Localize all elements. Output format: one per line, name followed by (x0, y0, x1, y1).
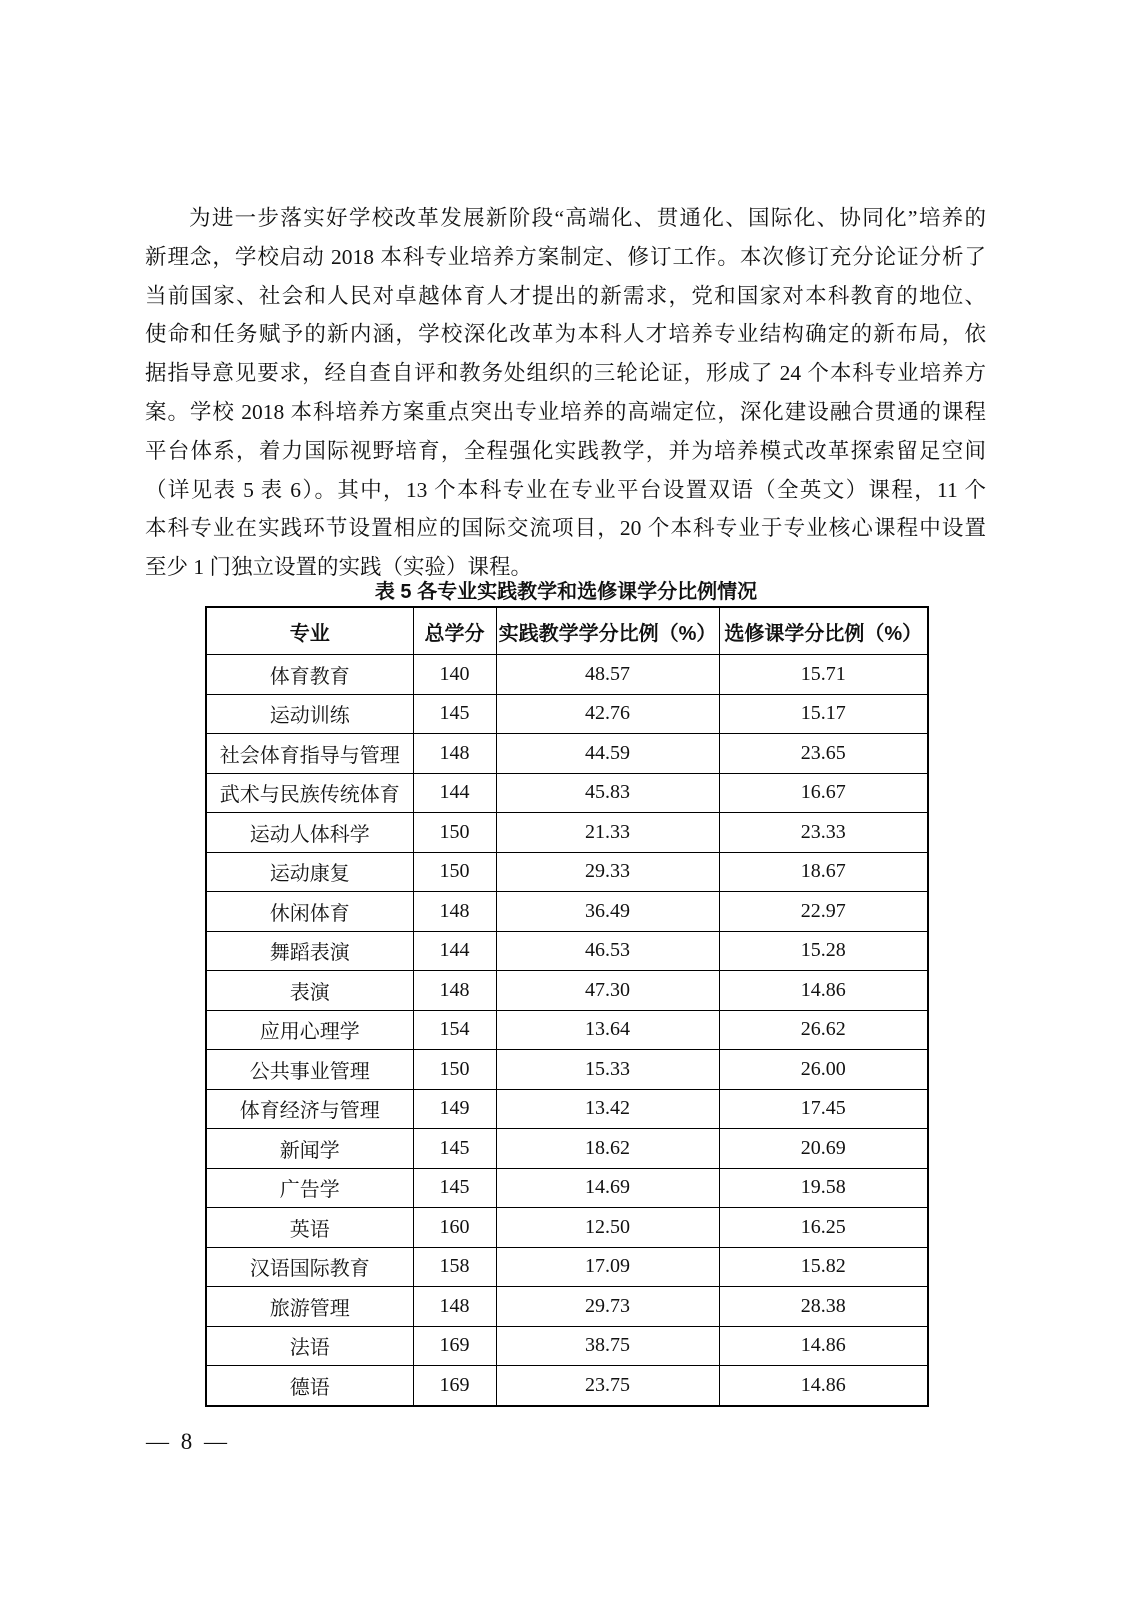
value-cell: 14.86 (719, 1326, 928, 1366)
value-cell: 46.53 (496, 931, 719, 971)
body-paragraph (145, 199, 986, 587)
table-row (206, 694, 928, 734)
value-cell: 21.33 (496, 813, 719, 853)
value-cell: 169 (413, 1326, 496, 1366)
paragraph-line: 新理念，学校启动 2018 本科专业培养方案制定、修订工作。本次修订充分论证分析了 (145, 244, 986, 269)
value-cell: 23.33 (719, 813, 928, 853)
major-name-cell: 旅游管理 (206, 1287, 413, 1327)
table-row (206, 931, 928, 971)
value-cell: 47.30 (496, 971, 719, 1011)
value-cell: 22.97 (719, 892, 928, 932)
table-caption: 表 5 各专业实践教学和选修课学分比例情况 (374, 581, 758, 603)
table-row (206, 1287, 928, 1327)
value-cell: 13.42 (496, 1089, 719, 1129)
value-cell: 20.69 (719, 1129, 928, 1169)
value-cell: 148 (413, 971, 496, 1011)
value-cell: 14.86 (719, 1366, 928, 1406)
value-cell: 16.25 (719, 1208, 928, 1248)
paragraph-line: 据指导意见要求，经自查自评和教务处组织的三轮论证，形成了 24 个本科专业培养方 (145, 361, 986, 386)
major-name-cell: 武术与民族传统体育 (206, 773, 413, 813)
column-header: 专业 (206, 607, 413, 655)
table-row (206, 1010, 928, 1050)
value-cell: 23.65 (719, 734, 928, 774)
value-cell: 17.09 (496, 1247, 719, 1287)
table-row (206, 1326, 928, 1366)
paragraph-line: 当前国家、社会和人民对卓越体育人才提出的新需求，党和国家对本科教育的地位、 (145, 283, 986, 308)
value-cell: 150 (413, 852, 496, 892)
value-cell: 16.67 (719, 773, 928, 813)
value-cell: 148 (413, 1287, 496, 1327)
value-cell: 48.57 (496, 655, 719, 695)
table-row (206, 1208, 928, 1248)
table-row (206, 892, 928, 932)
credits-table (205, 606, 929, 1407)
page-number: — 8 — (146, 1429, 230, 1454)
paragraph-line: 使命和任务赋予的新内涵，学校深化改革为本科人才培养专业结构确定的新布局，依 (145, 322, 986, 347)
value-cell: 26.62 (719, 1010, 928, 1050)
column-header: 选修课学分比例（%） (719, 607, 928, 655)
table-row (206, 813, 928, 853)
value-cell: 14.86 (719, 971, 928, 1011)
value-cell: 145 (413, 1168, 496, 1208)
table-row (206, 1050, 928, 1090)
value-cell: 17.45 (719, 1089, 928, 1129)
table-row (206, 971, 928, 1011)
major-name-cell: 休闲体育 (206, 892, 413, 932)
major-name-cell: 法语 (206, 1326, 413, 1366)
value-cell: 15.71 (719, 655, 928, 695)
value-cell: 148 (413, 892, 496, 932)
major-name-cell: 广告学 (206, 1168, 413, 1208)
major-name-cell: 表演 (206, 971, 413, 1011)
value-cell: 150 (413, 1050, 496, 1090)
paragraph-line: 平台体系，着力国际视野培育，全程强化实践教学，并为培养模式改革探索留足空间 (145, 438, 986, 463)
major-name-cell: 运动康复 (206, 852, 413, 892)
value-cell: 26.00 (719, 1050, 928, 1090)
major-name-cell: 体育教育 (206, 655, 413, 695)
paragraph-line: 本科专业在实践环节设置相应的国际交流项目，20 个本科专业于专业核心课程中设置 (145, 516, 986, 541)
value-cell: 28.38 (719, 1287, 928, 1327)
column-header: 实践教学学分比例（%） (496, 607, 719, 655)
major-name-cell: 德语 (206, 1366, 413, 1406)
value-cell: 150 (413, 813, 496, 853)
major-name-cell: 运动人体科学 (206, 813, 413, 853)
paragraph-line: 至少 1 门独立设置的实践（实验）课程。 (145, 555, 533, 580)
value-cell: 158 (413, 1247, 496, 1287)
value-cell: 45.83 (496, 773, 719, 813)
value-cell: 18.62 (496, 1129, 719, 1169)
value-cell: 145 (413, 1129, 496, 1169)
value-cell: 148 (413, 734, 496, 774)
table-header-row (206, 607, 928, 655)
value-cell: 44.59 (496, 734, 719, 774)
value-cell: 154 (413, 1010, 496, 1050)
value-cell: 38.75 (496, 1326, 719, 1366)
value-cell: 29.73 (496, 1287, 719, 1327)
table-row (206, 1089, 928, 1129)
value-cell: 149 (413, 1089, 496, 1129)
value-cell: 18.67 (719, 852, 928, 892)
table-row (206, 852, 928, 892)
value-cell: 15.33 (496, 1050, 719, 1090)
table-row (206, 734, 928, 774)
value-cell: 160 (413, 1208, 496, 1248)
major-name-cell: 运动训练 (206, 694, 413, 734)
table-row (206, 1168, 928, 1208)
major-name-cell: 应用心理学 (206, 1010, 413, 1050)
value-cell: 36.49 (496, 892, 719, 932)
value-cell: 15.28 (719, 931, 928, 971)
major-name-cell: 新闻学 (206, 1129, 413, 1169)
value-cell: 19.58 (719, 1168, 928, 1208)
value-cell: 12.50 (496, 1208, 719, 1248)
table-row (206, 1247, 928, 1287)
major-name-cell: 社会体育指导与管理 (206, 734, 413, 774)
table-row (206, 773, 928, 813)
value-cell: 144 (413, 773, 496, 813)
value-cell: 29.33 (496, 852, 719, 892)
table-row (206, 655, 928, 695)
value-cell: 23.75 (496, 1366, 719, 1406)
paragraph-line: 案。学校 2018 本科培养方案重点突出专业培养的高端定位，深化建设融合贯通的课程 (145, 399, 986, 424)
major-name-cell: 体育经济与管理 (206, 1089, 413, 1129)
value-cell: 140 (413, 655, 496, 695)
column-header: 总学分 (413, 607, 496, 655)
value-cell: 144 (413, 931, 496, 971)
table-row (206, 1129, 928, 1169)
paragraph-line: 为进一步落实好学校改革发展新阶段“高端化、贯通化、国际化、协同化”培养的 (189, 206, 986, 230)
major-name-cell: 汉语国际教育 (206, 1247, 413, 1287)
value-cell: 13.64 (496, 1010, 719, 1050)
table-row (206, 1366, 928, 1406)
major-name-cell: 英语 (206, 1208, 413, 1248)
value-cell: 15.82 (719, 1247, 928, 1287)
major-name-cell: 舞蹈表演 (206, 931, 413, 971)
value-cell: 169 (413, 1366, 496, 1406)
major-name-cell: 公共事业管理 (206, 1050, 413, 1090)
value-cell: 145 (413, 694, 496, 734)
value-cell: 42.76 (496, 694, 719, 734)
paragraph-line: （详见表 5 表 6）。其中，13 个本科专业在专业平台设置双语（全英文）课程，11 个 (145, 477, 986, 502)
value-cell: 14.69 (496, 1168, 719, 1208)
value-cell: 15.17 (719, 694, 928, 734)
